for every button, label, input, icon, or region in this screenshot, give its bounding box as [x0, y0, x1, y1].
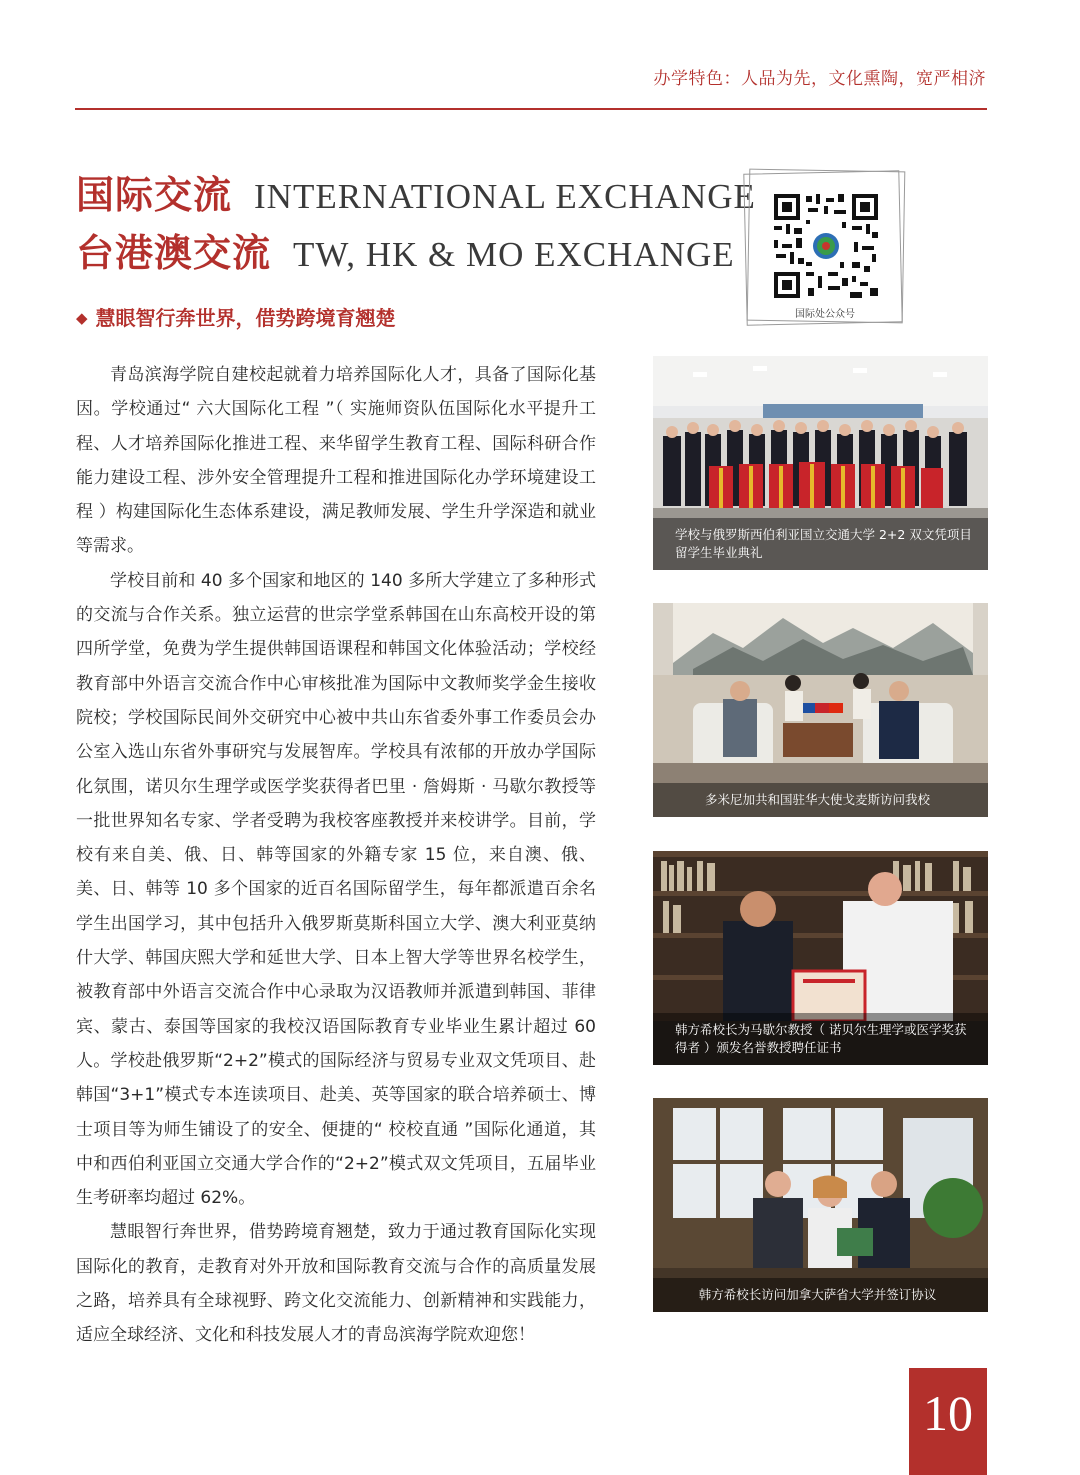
title-tw-hk-mo	[76, 222, 735, 277]
photo-graduation	[653, 356, 988, 570]
photo-caption-certificate: 韩方希校长为马歇尔教授（ 诺贝尔生理学或医学奖获得者 ）颁发名誉教授聘任证书	[653, 1013, 988, 1065]
section-subtitle	[76, 302, 396, 331]
photo-caption-saskatchewan: 韩方希校长访问加拿大萨省大学并签订协议	[653, 1278, 988, 1312]
title-international	[76, 164, 756, 219]
diamond-bullet-icon: ◆	[76, 309, 88, 327]
article-paragraph-3: 慧眼智行奔世界，借势跨境育翘楚，致力于通过教育国际化实现国际化的教育，走教育对外开放和国际教育交流与合作的高质量发展之路，培养具有全球视野、跨文化交流能力、创新精神和实践能力，适应全球经济、文化和科技发展人才的青岛滨海学院欢迎您！	[76, 1222, 596, 1346]
photo-ambassador-visit	[653, 603, 988, 817]
school-motto: 办学特色：人品为先，文化熏陶，宽严相济	[653, 69, 986, 89]
qr-card	[745, 168, 905, 326]
title-tw-hk-mo-cn: 台港澳交流	[76, 231, 272, 275]
header-divider	[75, 108, 987, 110]
photo-caption-graduation: 学校与俄罗斯西伯利亚国立交通大学 2+2 双文凭项目留学生毕业典礼	[653, 518, 988, 570]
photo-certificate	[653, 851, 988, 1065]
page-number: 10	[923, 1385, 973, 1441]
photo-caption-ambassador: 多米尼加共和国驻华大使戈麦斯访问我校	[653, 783, 988, 817]
section-subtitle-text: 慧眼智行奔世界，借势跨境育翘楚	[95, 306, 396, 330]
article-body	[76, 358, 596, 1353]
page-number-badge	[909, 1368, 987, 1475]
photo-saskatchewan-visit	[653, 1098, 988, 1312]
title-international-cn: 国际交流	[76, 173, 233, 217]
title-tw-hk-mo-en: TW, HK & MO EXCHANGE	[293, 235, 735, 274]
article-paragraph-1: 青岛滨海学院自建校起就着力培养国际化人才，具备了国际化基因。学校通过“ 六大国际化工程 ”（ 实施师资队伍国际化水平提升工程、人才培养国际化推进工程、来华留学生教育工程、国际科研合作能力建设工程、涉外安全管理提升工程和推进国际化办学环境建设工程 ）构建国际化生态体系建设，满足教师发展、学生升学深造和就业等需求。	[76, 365, 596, 557]
title-international-en: INTERNATIONAL EXCHANGE	[254, 177, 756, 216]
qr-code-icon[interactable]	[772, 192, 880, 300]
article-paragraph-2: 学校目前和 40 多个国家和地区的 140 多所大学建立了多种形式的交流与合作关系。独立运营的世宗学堂系韩国在山东高校开设的第四所学堂，免费为学生提供韩国语课程和韩国文化体验活动；学校经教育部中外语言交流合作中心审核批准为国际中文教师奖学金生接收院校；学校国际民间外交研究中心被中共山东省委外事工作委员会办公室入选山东省外事研究与发展智库。学校具有浓郁的开放办学国际化氛围，诺贝尔生理学或医学奖获得者巴里 · 詹姆斯 · 马歇尔教授等一批世界知名专家、学者受聘为我校客座教授并来校讲学。目前，学校有来自美、俄、日、韩等国家的外籍专家 15 位，来自澳、俄、美、日、韩等 10 多个国家的近百名国际留学生，每年都派遣百余名学生出国学习，其中包括升入俄罗斯莫斯科国立大学、澳大利亚莫纳什大学、韩国庆熙大学和延世大学、日本上智大学等世界名校学生，被教育部中外语言交流合作中心录取为汉语教师并派遣到韩国、菲律宾、蒙古、泰国等国家的我校汉语国际教育专业毕业生累计超过 60 人。学校赴俄罗斯“2+2”模式的国际经济与贸易专业双文凭项目、赴韩国“3+1”模式专本连读项目、赴美、英等国家的联合培养硕士、博士项目等为师生铺设了的安全、便捷的“ 校校直通 ”国际化通道，其中和西伯利亚国立交通大学合作的“2+2”模式双文凭项目，五届毕业生考研率均超过 62%。	[76, 570, 596, 1209]
qr-caption: 国际处公众号	[795, 309, 855, 320]
